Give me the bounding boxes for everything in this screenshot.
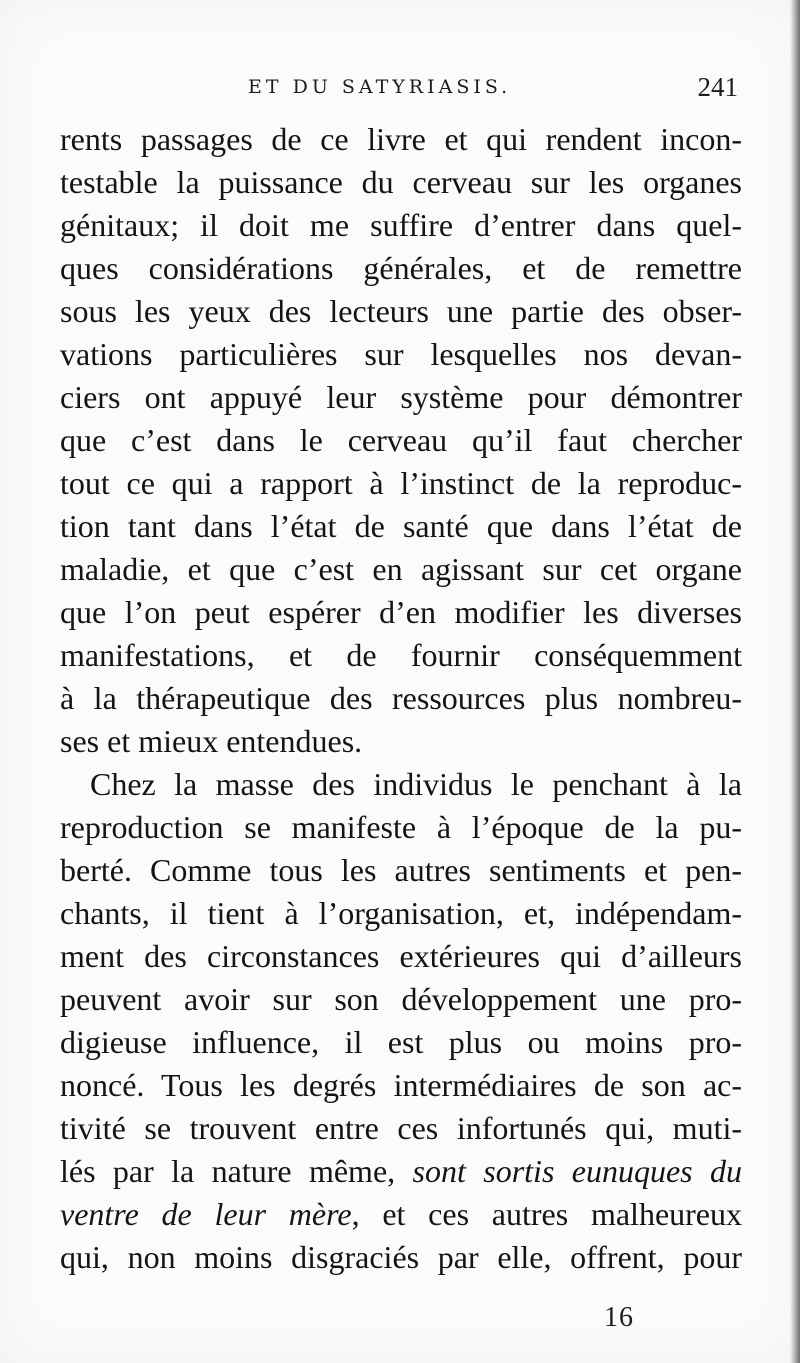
signature-mark: 16	[604, 1302, 634, 1333]
text-line: vations particulières sur lesquelles nos devan-	[60, 336, 742, 372]
text-line: reproduction se manifeste à l’époque de la pu-	[60, 809, 742, 845]
text-segment: , et ces autres malheureux	[351, 1196, 743, 1232]
text-line: que c’est dans le cerveau qu’il faut chercher	[60, 422, 742, 458]
page-number: 241	[697, 72, 738, 102]
text-line: tivité se trouvent entre ces infortunés qui, muti-	[60, 1110, 742, 1146]
text-line-paragraph-start: Chez la masse des individus le penchant à la	[90, 766, 742, 802]
text-line: ciers ont appuyé leur système pour démontrer	[60, 379, 742, 415]
text-line: rents passages de ce livre et qui rendent incon-	[60, 121, 742, 157]
text-line: maladie, et que c’est en agissant sur cet organe	[60, 551, 742, 587]
text-line: berté. Comme tous les autres sentiments et pen-	[60, 852, 742, 888]
text-line: tion tant dans l’état de santé que dans l’état de	[60, 508, 742, 544]
text-line: noncé. Tous les degrés intermédiaires de son ac-	[60, 1067, 742, 1103]
text-line: manifestations, et de fournir conséquemment	[60, 637, 742, 673]
italic-quote: sont sortis eunuques du	[412, 1153, 743, 1189]
text-line: sous les yeux des lecteurs une partie des obser-	[60, 293, 742, 329]
text-line: ment des circonstances extérieures qui d’ailleurs	[60, 938, 742, 974]
text-line: que l’on peut espérer d’en modifier les diverses	[60, 594, 742, 630]
text-line: tout ce qui a rapport à l’instinct de la reproduc-	[60, 465, 742, 501]
text-line: qui, non moins disgraciés par elle, offrent, pour	[60, 1239, 742, 1275]
text-line: chants, il tient à l’organisation, et, indépendam-	[60, 895, 742, 931]
page-header	[0, 72, 800, 112]
italic-quote: ventre de leur mère	[60, 1196, 352, 1232]
text-line: testable la puissance du cerveau sur les organes	[60, 164, 742, 200]
text-segment: lés par la nature même,	[60, 1153, 413, 1189]
text-line-paragraph-end: ses et mieux entendues.	[60, 723, 363, 759]
body-text	[60, 118, 742, 1279]
text-line: à la thérapeutique des ressources plus nombreu-	[60, 680, 742, 716]
page-gutter-shadow	[790, 0, 800, 1363]
text-line-with-italic	[60, 1193, 742, 1236]
text-line: génitaux; il doit me suffire d’entrer dans quel-	[60, 207, 742, 243]
text-line: peuvent avoir sur son développement une pro-	[60, 981, 742, 1017]
text-line: digieuse influence, il est plus ou moins pro-	[60, 1024, 742, 1060]
text-line-with-italic	[60, 1150, 742, 1193]
running-title: ET DU SATYRIASIS.	[248, 76, 512, 98]
text-line: ques considérations générales, et de remettre	[60, 250, 742, 286]
